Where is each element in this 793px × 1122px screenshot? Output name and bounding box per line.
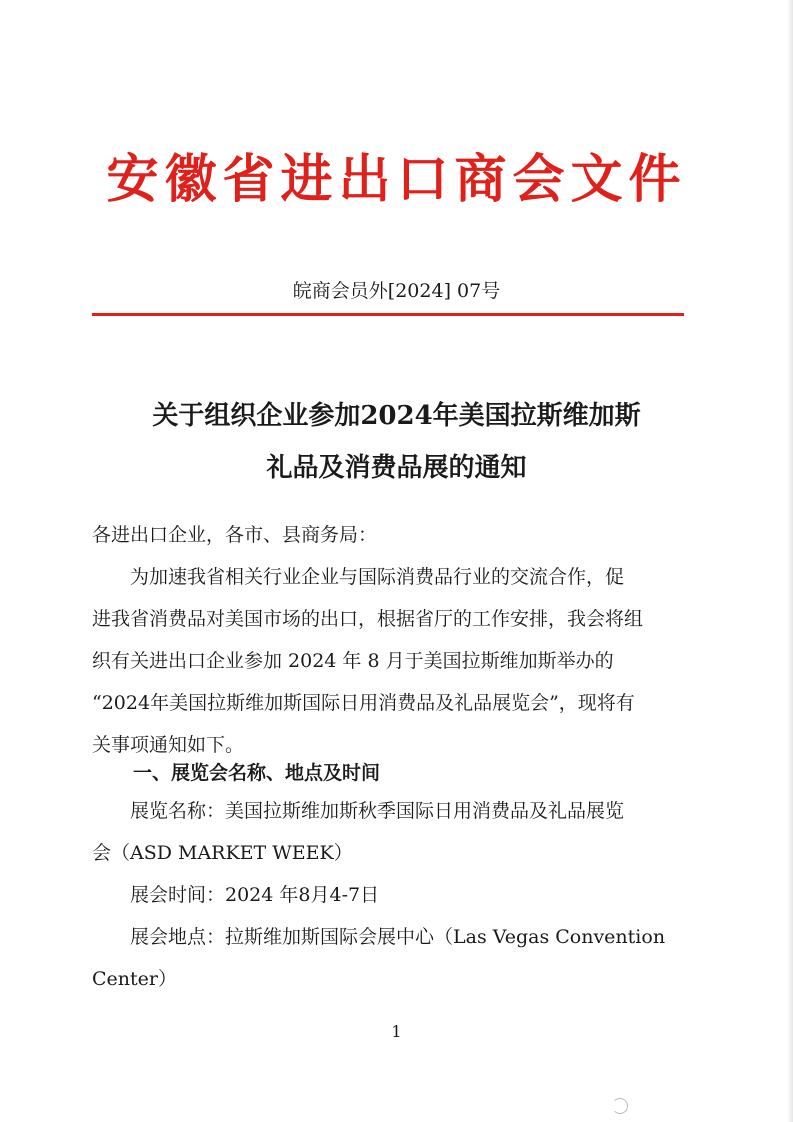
intro-line: “2024年美国拉斯维加斯国际日用消费品及礼品展览会”，现将有 <box>92 692 635 714</box>
org-header-title: 安徽省进出口商会文件 <box>106 149 687 210</box>
exhibition-name-line: 展览名称：美国拉斯维加斯秋季国际日用消费品及礼品展览 <box>92 800 625 822</box>
exhibition-name-line: 会（ASD MARKET WEEK） <box>92 842 353 864</box>
intro-line: 为加速我省相关行业企业与国际消费品行业的交流合作，促 <box>92 566 625 588</box>
section-1-body <box>92 790 692 1000</box>
exhibition-date-line: 展会时间：2024 年8月4-7日 <box>92 884 380 906</box>
red-divider-line <box>92 313 684 316</box>
intro-line: 织有关进出口企业参加 2024 年 8 月于美国拉斯维加斯举办的 <box>92 650 614 672</box>
document-title-line-2: 礼品及消费品展的通知 <box>266 453 527 483</box>
document-title <box>0 390 793 494</box>
salutation: 各进出口企业，各市、县商务局： <box>92 524 378 546</box>
exhibition-venue-line: 展会地点：拉斯维加斯国际会展中心（Las Vegas Convention <box>92 926 666 948</box>
page-number: 1 <box>391 1022 402 1041</box>
section-heading-1: 一、展览会名称、地点及时间 <box>133 762 381 784</box>
intro-line: 关事项通知如下。 <box>92 734 245 756</box>
exhibition-venue-line: Center） <box>92 968 177 990</box>
document-title-line-1: 关于组织企业参加2024年美国拉斯维加斯 <box>152 401 641 431</box>
document-number: 皖商会员外[2024] 07号 <box>292 280 501 302</box>
intro-line: 进我省消费品对美国市场的出口，根据省厅的工作安排，我会将组 <box>92 608 644 630</box>
intro-paragraph <box>92 556 692 766</box>
scan-corner-mark <box>612 1098 628 1114</box>
